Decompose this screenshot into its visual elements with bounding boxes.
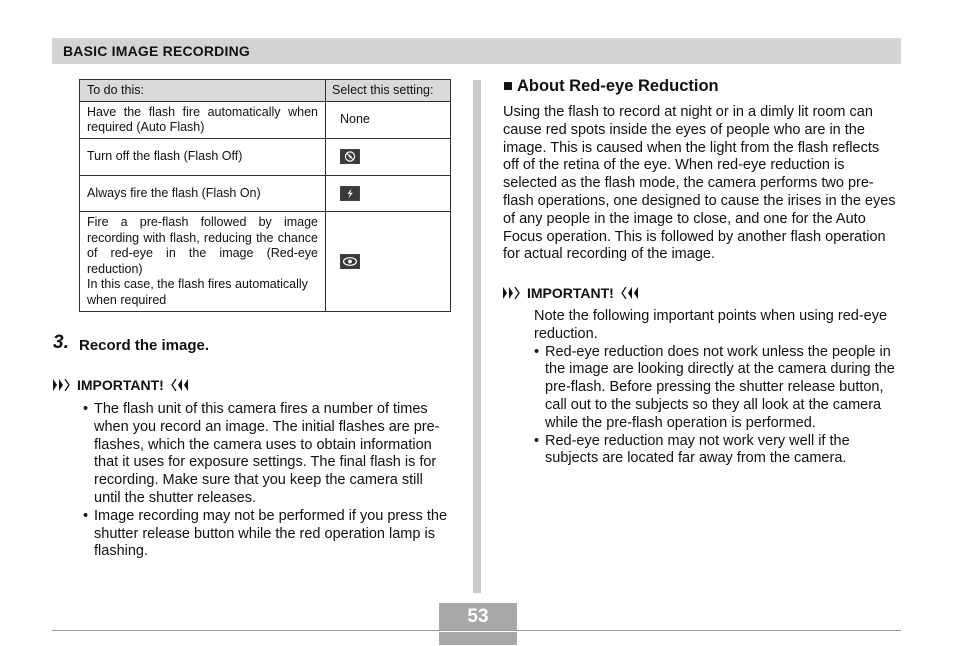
list-item: • Image recording may not be performed if you press the shutter release button while the red operation lamp is flashing. <box>83 508 453 561</box>
list-item: • The flash unit of this camera fires a number of times when you record an image. The initial flashes are pre-flashes, which the camera uses to obtain information that it uses for exposure settings. The final flash is for recording. Make sure that you keep the camera still until the shutter releases. <box>83 401 453 508</box>
important-intro: Note the following important points when using red-eye reduction. <box>534 308 888 342</box>
table-cell-desc-line1: Fire a pre-flash followed by image recording with flash, reducing the chance of red-eye in the image (Red-eye reduction) <box>87 215 318 276</box>
important-arrows-left-icon <box>618 287 638 299</box>
flash-on-icon <box>340 186 360 201</box>
list-item: • Red-eye reduction does not work unless the people in the image are looking directly at the camera during the pre-flash. Before pressing the shutter release button, call out to the subjects so they all look at the camera while the pre-flash operation is performed. <box>534 344 900 433</box>
step-text: Record the image. <box>79 337 210 354</box>
table-cell-desc: Always fire the flash (Flash On) <box>80 176 326 212</box>
important-arrows-right-icon <box>503 287 523 299</box>
left-important-bullets <box>83 401 453 561</box>
page-number-box <box>439 603 517 645</box>
red-eye-icon <box>340 254 360 269</box>
right-important-note <box>534 308 900 468</box>
header-bar <box>52 38 901 64</box>
table-cell-setting: None <box>326 102 451 139</box>
section-marker: ■ <box>503 77 513 95</box>
section-title-text: About Red-eye Reduction <box>516 77 719 95</box>
table-cell-setting <box>326 212 451 312</box>
table-cell-setting <box>326 139 451 176</box>
table-row <box>80 212 451 312</box>
column-divider <box>473 80 481 593</box>
table-row <box>80 102 451 139</box>
important-heading-left <box>53 377 188 393</box>
flash-off-icon <box>340 149 360 164</box>
step-number: 3. <box>53 332 69 353</box>
page-number-tab-lower <box>439 632 517 645</box>
table-header-row <box>80 80 451 102</box>
important-arrows-left-icon <box>168 379 188 391</box>
table-cell-desc: Turn off the flash (Flash Off) <box>80 139 326 176</box>
table-header-todo: To do this: <box>80 80 326 102</box>
important-heading-right <box>503 285 638 301</box>
table-row <box>80 139 451 176</box>
table-cell-setting <box>326 176 451 212</box>
list-item: • Red-eye reduction may not work very well if the subjects are located far away from the camera. <box>534 433 900 469</box>
section-paragraph: Using the flash to record at night or in a dimly lit room can cause red spots inside the eyes of people who are in the image. This is caused when the light from the flash reflects off of the retina of the eye. When red-eye reduction is selected as the flash mode, the camera performs two pre-flash operations, one designed to cause the irises in the eyes of any people in the image to close, and one for the Auto Focus operation. This is followed by another flash operation for actual recording of the image. <box>503 104 896 263</box>
page-number: 53 <box>467 606 489 627</box>
section-title <box>503 77 719 96</box>
page-header-title: BASIC IMAGE RECORDING <box>63 43 250 59</box>
table-row <box>80 176 451 212</box>
table-cell-desc-line2: In this case, the flash fires automatically when required <box>87 277 308 307</box>
table-header-setting: Select this setting: <box>326 80 451 102</box>
table-cell-desc: Have the flash fire automatically when required (Auto Flash) <box>80 102 326 139</box>
flash-settings-table <box>79 79 451 312</box>
important-arrows-right-icon <box>53 379 73 391</box>
table-cell-desc <box>80 212 326 312</box>
important-label: IMPORTANT! <box>77 377 164 393</box>
important-label: IMPORTANT! <box>527 285 614 301</box>
